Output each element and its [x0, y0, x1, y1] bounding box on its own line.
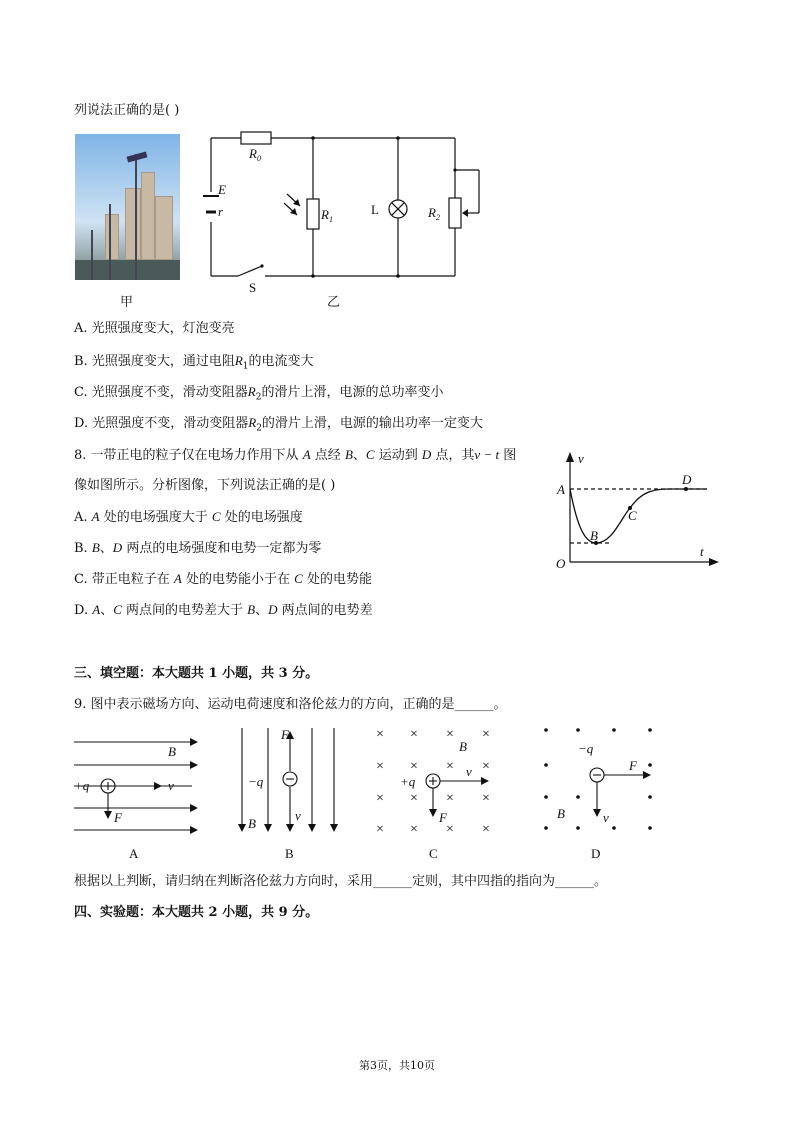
- fig-b-f: F: [281, 727, 289, 742]
- internal-resistance-label: r: [218, 204, 224, 219]
- svg-text:×: ×: [482, 791, 490, 806]
- q9-conclusion: 根据以上判断，请归纳在判断洛伦兹力方向时，采用______定则，其中四指的指向为______。: [74, 874, 608, 889]
- svg-text:×: ×: [482, 727, 490, 742]
- q8-stem-line2: 像如图所示。分析图像，下列说法正确的是( ): [74, 478, 336, 493]
- fig-right-caption: 乙: [327, 295, 341, 310]
- vt-point-b: B: [590, 528, 598, 543]
- lamp-label: L: [371, 202, 379, 217]
- r0-label: $R_0$: [249, 146, 261, 163]
- fig-c-b: B: [459, 739, 467, 754]
- q8-option-d: D. A、C 两点间的电势差大于 B、D 两点间的电势差: [74, 602, 373, 618]
- vt-point-d: D: [682, 472, 692, 487]
- fig-a-v: v: [168, 778, 174, 793]
- svg-text:×: ×: [482, 822, 490, 837]
- q8-option-c: C. 带正电粒子在 A 处的电势能小于在 C 处的电势能: [74, 571, 372, 587]
- svg-text:×: ×: [446, 727, 454, 742]
- fig-b-caption: B: [285, 846, 294, 861]
- svg-text:×: ×: [446, 791, 454, 806]
- q7-option-c: C. 光照强度不变，滑动变阻器$R_2$的滑片上滑，电源的总功率变小: [74, 384, 444, 403]
- r2-label: $R_2$: [428, 205, 440, 222]
- fig-c-v: v: [466, 764, 472, 779]
- svg-text:×: ×: [376, 759, 384, 774]
- page-footer: 第3页，共10页: [359, 1059, 435, 1072]
- q9-stem: 9. 图中表示磁场方向、运动电荷速度和洛伦兹力的方向，正确的是______。: [74, 697, 507, 712]
- fig-b-b: B: [248, 816, 256, 831]
- svg-text:×: ×: [410, 791, 418, 806]
- fig-a-f: F: [114, 810, 122, 825]
- fig-a-charge: +q: [74, 778, 90, 793]
- fig-a-caption: A: [129, 846, 139, 861]
- fig-c-caption: C: [429, 846, 438, 861]
- vt-origin: O: [556, 556, 566, 571]
- fig-left-caption: 甲: [120, 295, 134, 310]
- fig-b-charge: −q: [248, 774, 264, 789]
- fig-c-f: F: [439, 810, 447, 825]
- q7-option-d: D. 光照强度不变，滑动变阻器$R_2$的滑片上滑，电源的输出功率一定变大: [74, 415, 483, 434]
- fig-c-charge: +q: [400, 774, 416, 789]
- q7-stem-tail: 列说法正确的是( ): [74, 103, 180, 118]
- switch-label: S: [249, 280, 257, 295]
- fig-d-f: F: [629, 758, 637, 773]
- vt-axis-t: t: [700, 544, 704, 559]
- q8-option-a: A. A 处的电场强度大于 C 处的电场强度: [74, 509, 303, 525]
- vt-point-a: A: [557, 482, 565, 497]
- svg-text:×: ×: [410, 822, 418, 837]
- section-4-heading: 四、实验题：本大题共 2 小题，共 9 分。: [74, 905, 319, 920]
- q7-option-b: B. 光照强度变大，通过电阻$R_1$的电流变大: [74, 353, 314, 372]
- fig-d-v: v: [603, 810, 609, 825]
- vt-axis-v: v: [578, 451, 584, 466]
- vt-point-c: C: [628, 508, 637, 523]
- svg-text:×: ×: [482, 759, 490, 774]
- svg-text:×: ×: [376, 791, 384, 806]
- fig-d-caption: D: [591, 846, 601, 861]
- fig-d-charge: −q: [578, 741, 594, 756]
- section-3-heading: 三、填空题：本大题共 1 小题，共 3 分。: [74, 666, 319, 681]
- svg-text:×: ×: [376, 727, 384, 742]
- svg-text:×: ×: [446, 822, 454, 837]
- q8-stem-line1: 8. 一带正电的粒子仅在电场力作用下从 A 点经 B、C 运动到 D 点，其v − t 图: [74, 447, 517, 463]
- svg-text:×: ×: [376, 822, 384, 837]
- q7-option-a: A. 光照强度变大，灯泡变亮: [74, 321, 235, 336]
- fig-b-v: v: [295, 808, 301, 823]
- fig-a-b: B: [168, 744, 176, 759]
- svg-text:×: ×: [410, 759, 418, 774]
- q8-option-b: B. B、D 两点的电场强度和电势一定都为零: [74, 540, 322, 556]
- svg-text:×: ×: [410, 727, 418, 742]
- svg-text:×: ×: [446, 759, 454, 774]
- r1-label: $R_1$: [321, 207, 333, 224]
- fig-d-b: B: [557, 806, 565, 821]
- emf-label: E: [218, 182, 226, 197]
